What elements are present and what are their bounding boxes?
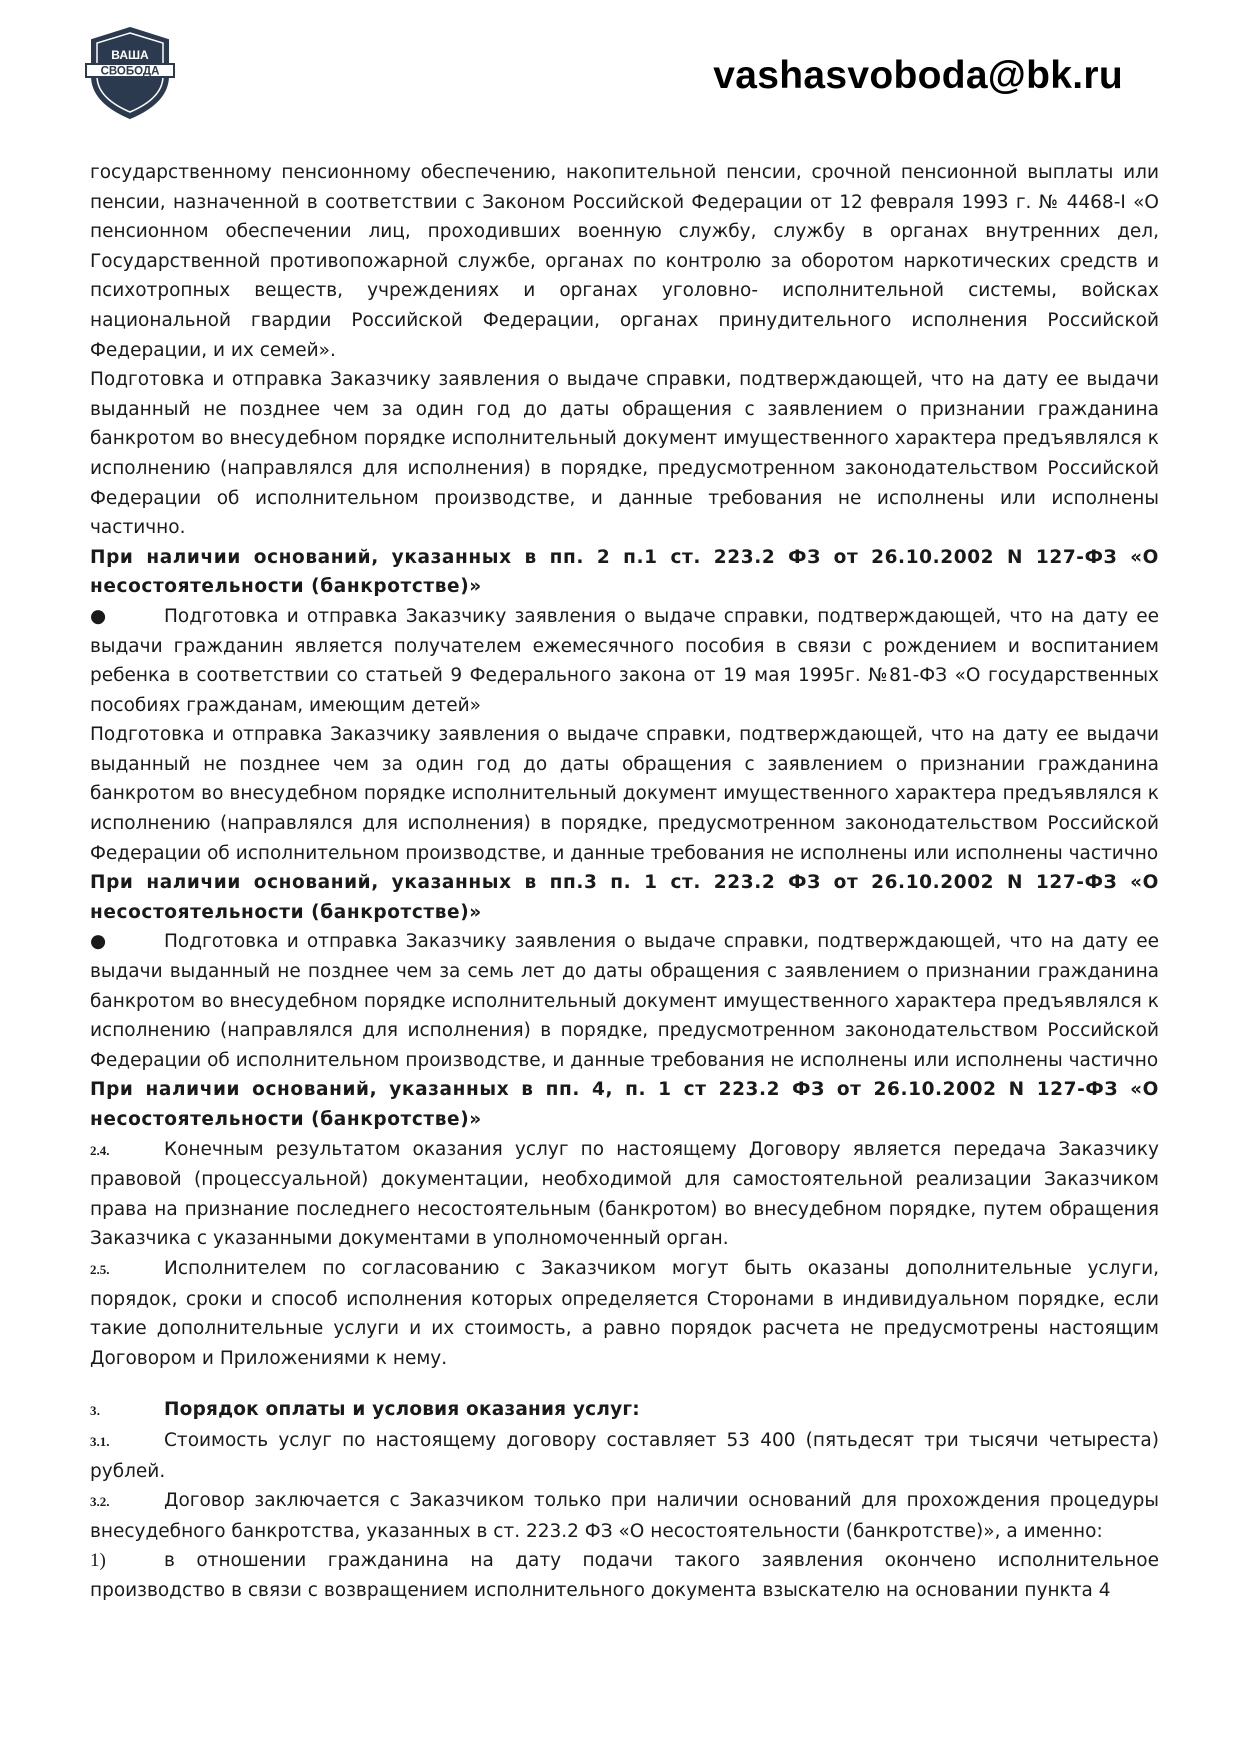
clause-number: 3.2. [90,1494,110,1510]
section-spacer [90,1373,1159,1395]
bullet-icon: ● [90,931,107,953]
bullet-text: Подготовка и отправка Заказчику заявления о выдаче справки, подтверждающей, что на дату ее выдачи выданный не позднее чем за семь лет до даты обращения с заявлением о признании гражданина банкротом во внесудебном порядке исполнительный документ имущественного характера предъявлялся к исполнению (направлялся для исполнения) в порядке, предусмотренном законодательством Российской Федерации об исполнительном производстве, и данные требования не исполнены или исполнены частично [90,931,1159,1071]
clause-3-2 [90,1486,1159,1546]
contact-email[interactable]: vashasvoboda@bk.ru [713,54,1123,97]
section-number: 3. [90,1403,101,1419]
logo-text-band: СВОБОДА [100,65,160,78]
heading-grounds-pp2: При наличии оснований, указанных в пп. 2 п.1 ст. 223.2 ФЗ от 26.10.2002 N 127-ФЗ «О несостоятельности (банкротстве)» [90,546,1159,598]
bullet-item-1 [90,602,1159,720]
clause-text: Стоимость услуг по настоящему договору составляет 53 400 (пятьдесят три тысячи четыреста) рублей. [90,1429,1159,1482]
clause-number: 3.1. [90,1433,110,1449]
bullet-item-2 [90,927,1159,1075]
clause-number: 2.4. [90,1142,110,1158]
clause-2-5 [90,1254,1159,1373]
list-number: 1) [90,1550,106,1572]
section-3-heading [90,1395,1159,1426]
clause-3-1 [90,1426,1159,1486]
document-body [90,158,1159,1606]
list-item-1 [90,1546,1159,1605]
clause-text: Конечным результатом оказания услуг по настоящему Договору является передача Заказчику правовой (процессуальной) документации, необходимой для самостоятельной реализации Заказчиком права на признание последнего несостоятельным (банкротом) во внесудебном порядке, путем обращения Заказчика с указанными документами в уполномоченный орган. [90,1138,1159,1250]
clause-text: Договор заключается с Заказчиком только при наличии оснований для прохождения процедуры внесудебного банкротства, указанных в ст. 223.2 ФЗ «О несостоятельности (банкротстве)», а именно: [90,1490,1159,1542]
heading-grounds-pp4: При наличии оснований, указанных в пп. 4, п. 1 ст 223.2 ФЗ от 26.10.2002 N 127-ФЗ «О несостоятельности (банкротстве)» [90,1079,1159,1130]
bullet-text: Подготовка и отправка Заказчику заявления о выдаче справки, подтверждающей, что на дату ее выдачи гражданин является получателем ежемесячного пособия в связи с рождением и воспитанием ребенка в соответствии со статьей 9 Федерального закона от 19 мая 1995г. №81-ФЗ «О государственных пособиях гражданам, имеющим детей» [90,605,1159,716]
paragraph-certificate-2: Подготовка и отправка Заказчику заявления о выдаче справки, подтверждающей, что на дату ее выдачи выданный не позднее чем за один год до даты обращения с заявлением о признании гражданина банкротом во внесудебном порядке исполнительный документ имущественного характера предъявлялся к исполнению (направлялся для исполнения) в порядке, предусмотренном законодательством Российской Федерации об исполнительном производстве, и данные требования не исполнены или исполнены частично [90,724,1159,864]
paragraph-pension: государственному пенсионному обеспечению, накопительной пенсии, срочной пенсионной выплаты или пенсии, назначенной в соответствии с Законом Российской Федерации от 12 февраля 1993 г. № 4468-I «О пенсионном обеспечении лиц, проходивших военную службу, службу в органах внутренних дел, Государственной противопожарной службе, органах по контролю за оборотом наркотических средств и психотропных веществ, учреждениях и органах уголовно- исполнительной системы, войсках национальной гвардии Российской Федерации, органах принудительного исполнения Российской Федерации, и их семей». [90,162,1159,361]
clause-2-4 [90,1135,1159,1254]
paragraph-certificate-1: Подготовка и отправка Заказчику заявления о выдаче справки, подтверждающей, что на дату ее выдачи выданный не позднее чем за один год до даты обращения с заявлением о признании гражданина банкротом во внесудебном порядке исполнительный документ имущественного характера предъявлялся к исполнению (направлялся для исполнения) в порядке, предусмотренном законодательством Российской Федерации об исполнительном производстве, и данные требования не исполнены или исполнены частично. [90,369,1159,539]
list-text: в отношении гражданина на дату подачи такого заявления окончено исполнительное производство в связи с возвращением исполнительного документа взыскателю на основании пункта 4 [90,1550,1159,1601]
bullet-icon: ● [90,605,107,627]
heading-grounds-pp3: При наличии оснований, указанных в пп.3 п. 1 ст. 223.2 ФЗ от 26.10.2002 N 127-ФЗ «О несостоятельности (банкротстве)» [90,872,1159,923]
logo-text-top: ВАША [111,48,149,62]
clause-text: Исполнителем по согласованию с Заказчиком могут быть оказаны дополнительные услуги, порядок, сроки и способ исполнения которых определяется Сторонами в индивидуальном порядке, если такие дополнительные услуги и их стоимость, а равно порядок расчета не предусмотрены настоящим Договором и Приложениями к нему. [90,1257,1159,1369]
vasha-svoboda-logo [84,26,176,120]
section-title: Порядок оплаты и условия оказания услуг: [164,1399,640,1421]
clause-number: 2.5. [90,1261,110,1277]
